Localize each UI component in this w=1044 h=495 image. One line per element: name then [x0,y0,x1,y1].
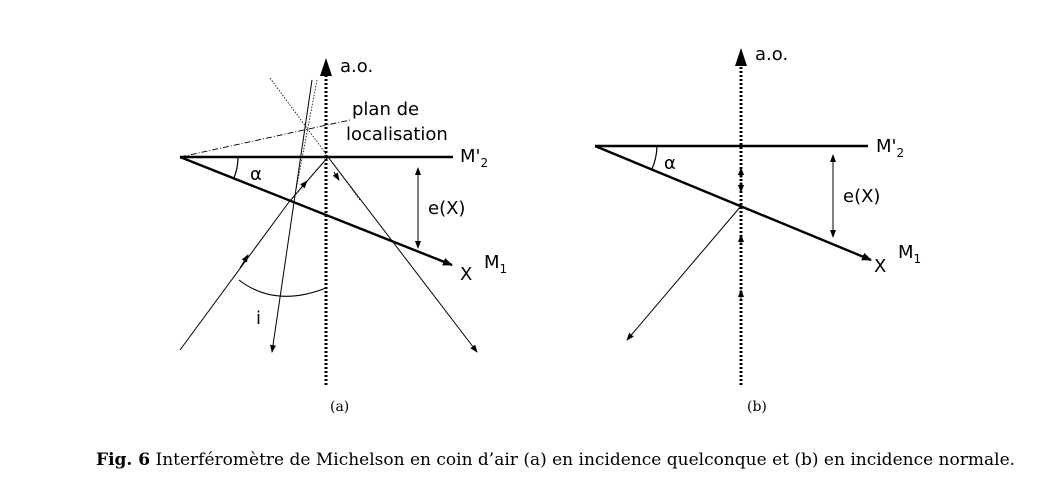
optical-axis-arrowhead-a [320,58,332,76]
optical-axis-arrowhead-b [735,48,747,66]
reflected-ray-m2-a [328,157,477,352]
mirror2-label-a: $M'_2$ [460,146,489,170]
incidence-label-a: i [256,308,262,329]
caption-b: (b) [747,399,767,415]
axis-label-b: a.o. [755,44,789,65]
point-label-b: X [874,256,887,277]
mirror1-label-a: $M_1$ [484,252,508,276]
angle-arc-alpha-b [652,146,657,169]
angle-label-a: α [250,164,262,185]
inner-ray-up-arrow-a [301,181,307,188]
figure-caption-prefix: Fig. 6 [96,450,151,470]
caption-a: (a) [330,399,350,415]
mirror-m1-a [180,157,452,265]
mirror2-label-b: $M'_2$ [876,136,905,160]
plane-label-line2-a: localisation [346,124,448,145]
thickness-label-b: e(X) [843,186,881,207]
incident-ray-a [180,202,289,350]
plane-label-line1-a: plan de [352,99,420,120]
reflected-ray-m1-a [272,80,312,352]
figure-caption-text: Interféromètre de Michelson en coin d’air (a) en incidence quelconque et (b) en incidence normale. [150,450,1016,470]
thickness-label-a: e(X) [428,198,466,219]
angle-arc-alpha-a [234,157,238,178]
mirror-m1-b [595,146,871,260]
panel-b [595,44,921,415]
figure-caption [96,450,1015,470]
inner-ray-down-arrow-a [334,172,339,180]
panel-a [180,56,507,415]
axis-label-a: a.o. [340,56,374,77]
mirror1-label-b: $M_1$ [898,242,922,266]
point-label-a: X [460,264,473,285]
angle-label-b: α [664,153,676,174]
reflected-ray-b [627,206,741,340]
incident-ray-arrow-a [240,255,248,268]
